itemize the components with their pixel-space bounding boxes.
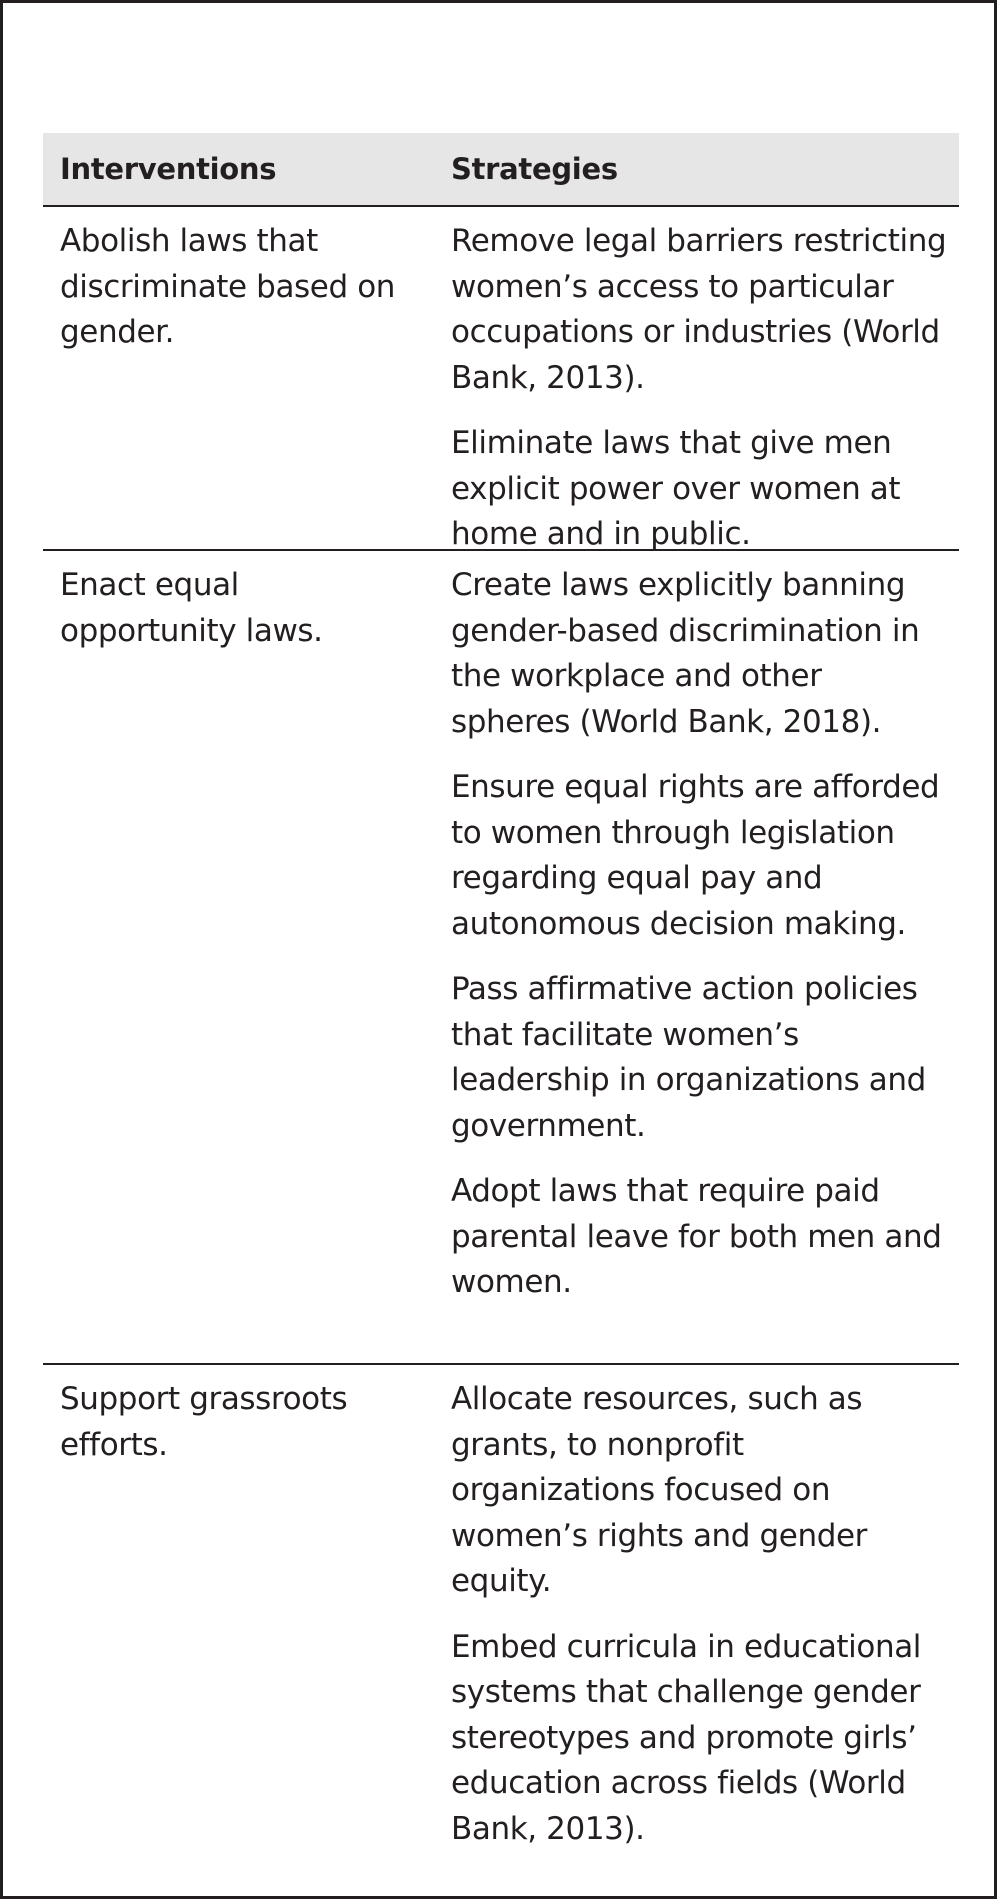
intervention-cell: Enact equal opportunity laws.: [60, 567, 323, 649]
strategy-item: Pass affirmative action policies that facilitate women’s leadership in organizations and government.: [451, 971, 926, 1144]
header-strategies: Strategies: [451, 152, 618, 186]
strategy-item: Adopt laws that require paid parental leave for both men and women.: [451, 1173, 942, 1300]
intervention-cell: Abolish laws that discriminate based on gender.: [60, 223, 396, 350]
strategies-cell: [451, 219, 959, 552]
intervention-cell: Support grassroots efforts.: [60, 1381, 348, 1463]
header-interventions: Interventions: [60, 152, 277, 186]
strategies-cell: [451, 1377, 959, 1852]
table-header-row: [43, 133, 959, 207]
strategy-item: Remove legal barriers restricting women’s access to particular occupations or industries (World Bank, 2013).: [451, 223, 947, 396]
strategy-item: Allocate resources, such as grants, to nonprofit organizations focused on women’s rights and gender equity.: [451, 1381, 868, 1599]
interventions-table: [43, 133, 959, 1862]
table-row: [43, 1365, 959, 1862]
strategies-cell: [451, 563, 959, 1353]
strategy-item: Embed curricula in educational systems that challenge gender stereotypes and promote girls’ education across fields (World Bank, 2013).: [451, 1628, 922, 1847]
strategy-item: Ensure equal rights are afforded to women through legislation regarding equal pay and autonomous decision making.: [451, 769, 940, 942]
strategy-item: Eliminate laws that give men explicit power over women at home and in public.: [451, 425, 901, 552]
strategy-item: Create laws explicitly banning gender-based discrimination in the workplace and other spheres (World Bank, 2018).: [451, 567, 920, 740]
table-row: [43, 207, 959, 551]
table-row: [43, 551, 959, 1365]
